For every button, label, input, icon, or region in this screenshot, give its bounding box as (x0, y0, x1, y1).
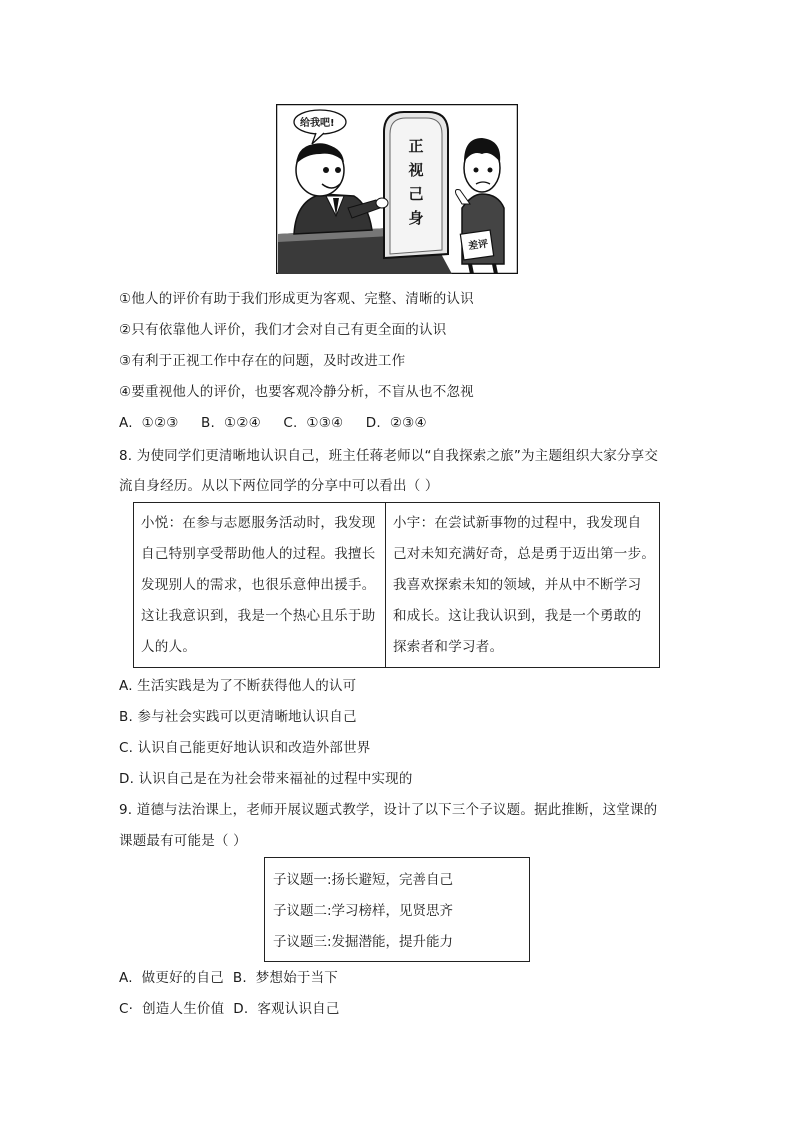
q8-option-a: A. 生活实践是为了不断获得他人的认可 (119, 678, 357, 694)
cartoon-illustration (276, 104, 518, 274)
speech-bubble-text: 给我吧! (300, 118, 335, 129)
xiaoyu-line: 和成长。这让我认识到，我是一个勇敢的 (393, 608, 642, 624)
subtopic-1: 子议题一:扬长避短，完善自己 (273, 872, 454, 888)
board-char: 身 (408, 209, 424, 227)
xiaoyue-line: 人的人。 (141, 639, 197, 655)
statement-1: ①他人的评价有助于我们形成更为客观、完整、清晰的认识 (119, 291, 474, 307)
q8-stem-line1: 8. 为使同学们更清晰地认识自己，班主任蒋老师以“自我探索之旅”为主题组织大家分享交 (119, 448, 659, 464)
q8-stem-line2: 流自身经历。从以下两位同学的分享中可以看出（ ） (119, 478, 439, 494)
q9-stem-line2: 课题最有可能是（ ） (119, 833, 247, 849)
xiaoyue-line: 发现别人的需求，也很乐意伸出援手。 (141, 577, 376, 593)
xiaoyu-line: 己对未知充满好奇，总是勇于迈出第一步。 (393, 546, 656, 562)
q9-stem-line1: 9. 道德与法治课上，老师开展议题式教学，设计了以下三个子议题。据此推断，这堂课的 (119, 802, 658, 818)
xiaoyue-share-cell (134, 503, 386, 667)
xiaoyu-line: 小宇：在尝试新事物的过程中，我发现自 (393, 515, 642, 531)
subtopic-box (264, 857, 530, 962)
xiaoyu-line: 我喜欢探索未知的领域，并从中不断学习 (393, 577, 642, 593)
q8-option-c: C. 认识自己能更好地认识和改造外部世界 (119, 740, 371, 756)
share-table (133, 502, 660, 668)
subtopic-2: 子议题二:学习榜样，见贤思齐 (273, 903, 454, 919)
q9-options-line1: A. 做更好的自己 B. 梦想始于当下 (119, 970, 338, 986)
xiaoyue-line: 自己特别享受帮助他人的过程。我擅长 (141, 546, 376, 562)
xiaoyue-line: 小悦：在参与志愿服务活动时，我发现 (141, 515, 376, 531)
statement-2: ②只有依靠他人评价，我们才会对自己有更全面的认识 (119, 322, 447, 338)
xiaoyue-line: 这让我意识到，我是一个热心且乐于助 (141, 608, 376, 624)
xiaoyu-line: 探索者和学习者。 (393, 639, 504, 655)
statement-4: ④要重视他人的评价，也要客观冷静分析，不盲从也不忽视 (119, 384, 474, 400)
subtopic-3: 子议题三:发掘潜能，提升能力 (273, 934, 454, 950)
statement-3: ③有利于正视工作中存在的问题，及时改进工作 (119, 353, 406, 369)
q8-option-b: B. 参与社会实践可以更清晰地认识自己 (119, 709, 357, 725)
q9-options-line2: C· 创造人生价值 D. 客观认识自己 (119, 1001, 340, 1017)
q7-options: A. ①②③ B. ①②④ C. ①③④ D. ②③④ (119, 415, 427, 431)
paper-text: 差评 (467, 238, 489, 253)
board-char: 视 (408, 161, 424, 179)
xiaoyu-share-cell (386, 503, 659, 667)
q8-option-d: D. 认识自己是在为社会带来福祉的过程中实现的 (119, 771, 413, 787)
board-char: 己 (408, 185, 424, 203)
board-char: 正 (408, 137, 424, 155)
board-text (406, 134, 426, 230)
